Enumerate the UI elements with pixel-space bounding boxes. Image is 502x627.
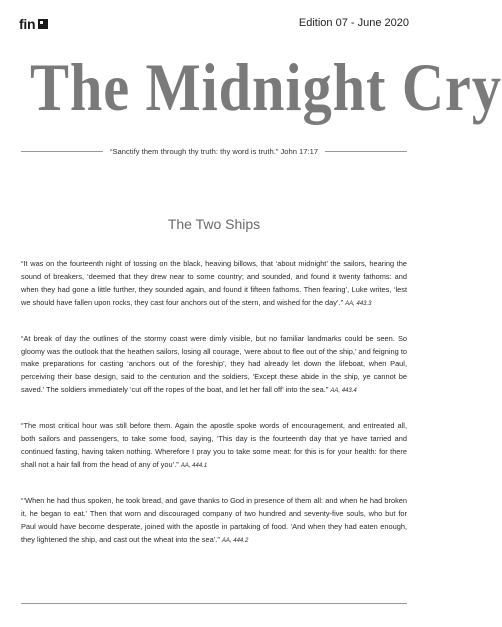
paragraph-text: “‘When he had thus spoken, he took bread, and gave thanks to God in presence of them all: and when he had broken it, he began to eat.’ Then that worn and discouraged company of two hundred and seventy-five souls, who but for Paul would have become desperate, joined with the apostle in partaking of food. ‘And when they had eaten enough, they lightened the ship, and cast out the wheat into the sea’.” (21, 495, 407, 544)
masthead-title: The Midnight Cry (29, 49, 502, 125)
verse-quote: “Sanctify them through thy truth: thy word is truth.” John 17:17 (109, 147, 319, 156)
paragraph-text: “The most critical hour was still before them. Again the apostle spoke words of encouragement, and entreated all, both sailors and passengers, to take some food, saying, ‘This day is the fourteenth day that ye have tarried and continued fasting, having taken nothing. Wherefore I pray you to take some meat: for this is for your health: for there shall not a hair fall from the head of any of you’.” (21, 421, 407, 469)
footer-divider (21, 603, 407, 604)
paragraph-reference: AA, 443.3 (345, 300, 372, 307)
paragraph-reference: AA, 444.2 (221, 537, 249, 544)
verse-divider-right (325, 151, 407, 152)
paragraph-text: “At break of day the outlines of the stormy coast were dimly visible, but no familiar landmarks could be seen. So gloomy was the outlook that the heathen sailors, losing all courage, ‘were about to flee out of the ship,’ and feigning to make preparations for casting ‘anchors out of the foreship’, they had already let down the lifeboat, when Paul, perceiving their base design, said to the centurion and the soldiers, ‘Except these abide in the ship, ye cannot be saved.’ The soldiers immediately ‘cut off the ropes of the boat, and let her fall off’ into the sea.” (21, 333, 407, 395)
article-body (21, 258, 407, 569)
paragraph-reference: AA, 443.4 (330, 388, 357, 395)
paragraph-text: “It was on the fourteenth night of tossing on the black, heaving billows, that ‘about midnight’ the sailors, hearing the sound of breakers, ‘deemed that they drew near to some country; and sounded, and found it twenty fathoms: and when they had gone a little further, they sounded again, and found it fifteen fathoms. Then fearing’, Luke writes, ‘lest we should have fallen upon rocks, they cast four anchors out of the stern, and wished for the day’.” (21, 259, 407, 307)
publisher-logo (19, 16, 48, 32)
verse-divider-left (21, 151, 103, 152)
paragraph-reference: AA, 444.1 (180, 462, 208, 469)
logo-square-icon (38, 19, 48, 29)
logo-text: fin (19, 16, 36, 32)
edition-label: Edition 07 - June 2020 (298, 17, 409, 29)
article-paragraph (21, 333, 407, 399)
article-paragraph (21, 258, 407, 311)
verse-banner (21, 147, 407, 156)
article-title: The Two Ships (167, 216, 261, 232)
article-paragraph (21, 495, 407, 548)
article-paragraph (21, 420, 407, 473)
